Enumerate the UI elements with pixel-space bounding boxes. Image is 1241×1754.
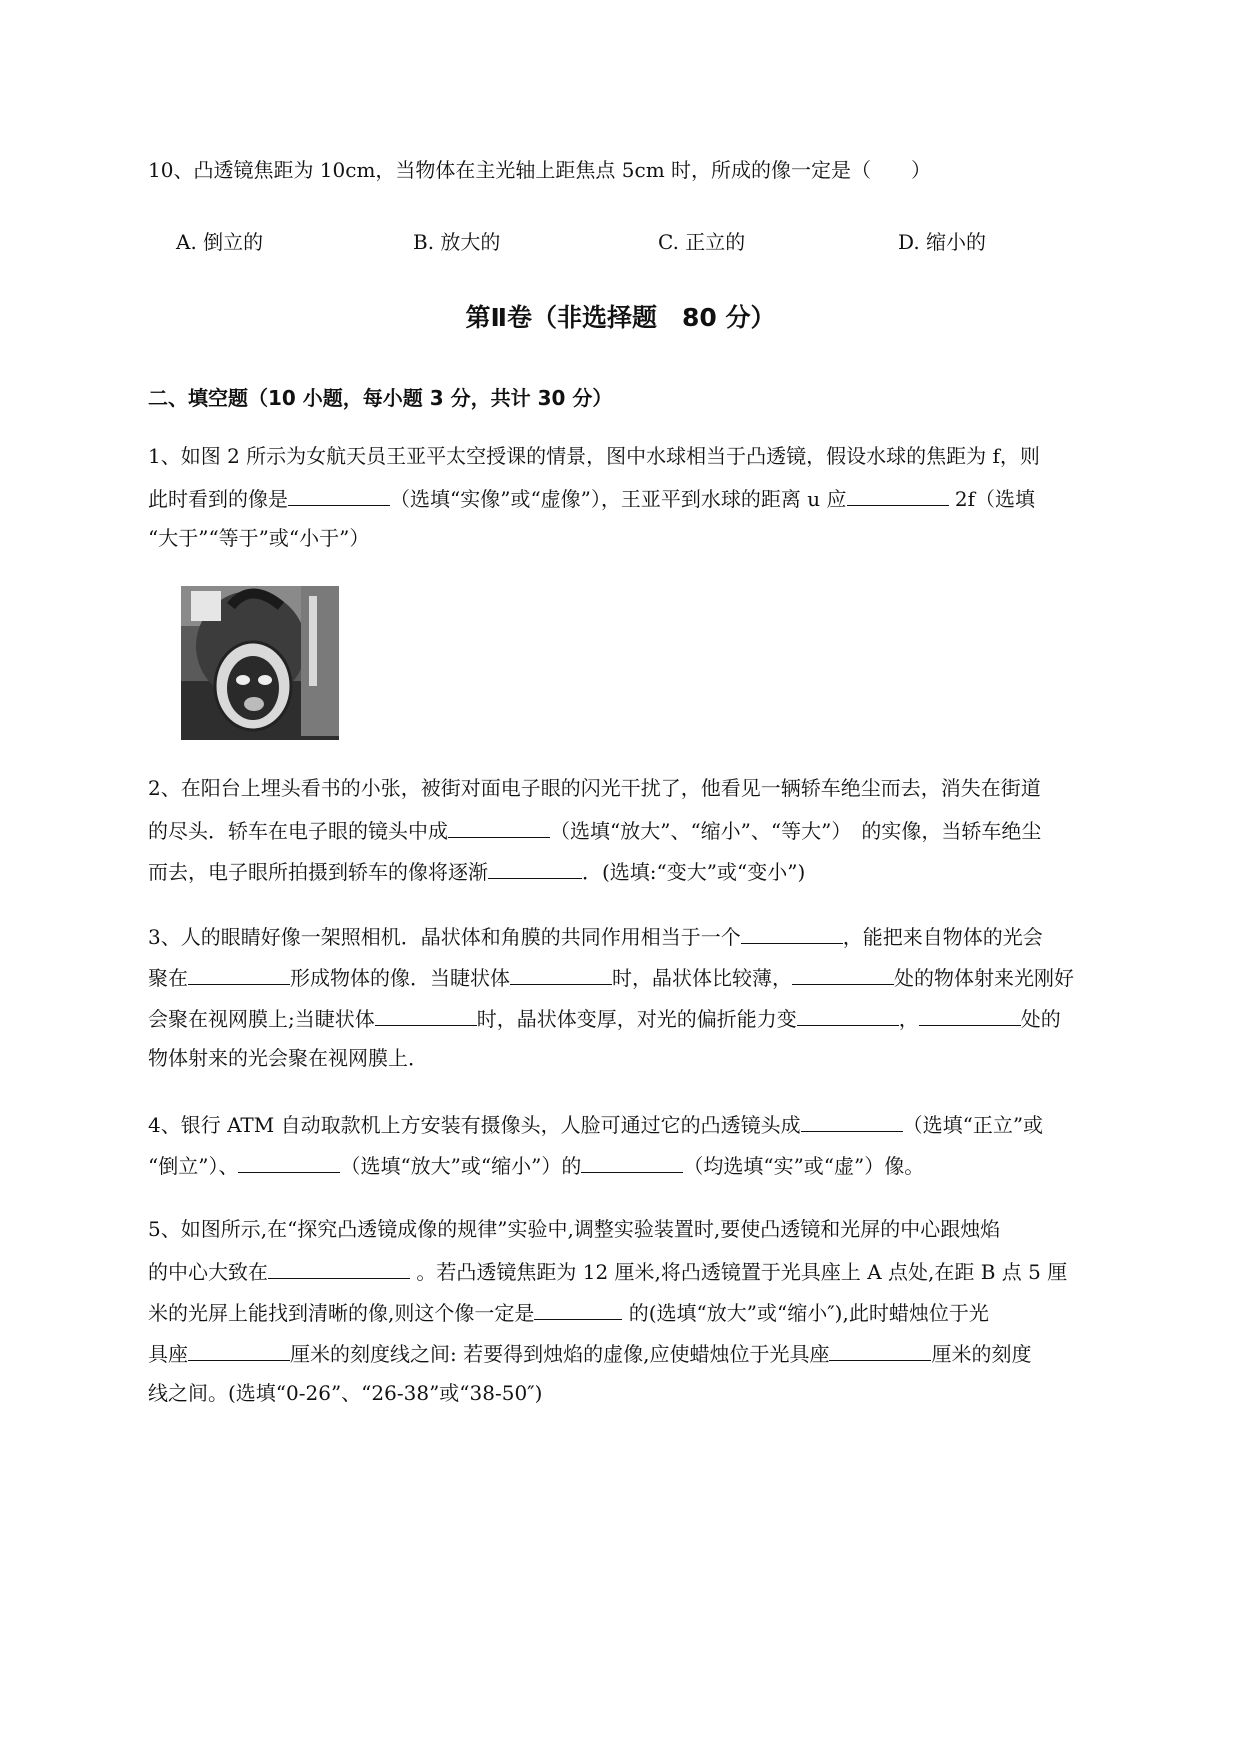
- q1-text: 此时看到的像是: [148, 487, 288, 511]
- q10-option-c: C. 正立的: [658, 230, 746, 254]
- answer-blank[interactable]: [581, 1154, 683, 1173]
- q3-line-4: 物体射来的光会聚在视网膜上．: [148, 1046, 428, 1070]
- part2-title: 第Ⅱ卷（非选择题 80 分）: [465, 303, 776, 332]
- q3-text: ，: [898, 1007, 919, 1031]
- answer-blank[interactable]: [829, 1342, 931, 1361]
- q3-text: 聚在: [148, 966, 188, 990]
- q4-line-2: [148, 1154, 924, 1176]
- q3-text: 形成物体的像．当睫状体: [290, 966, 510, 990]
- q5-text: 厘米的刻度线之间: 若要得到烛焰的虚像,应使蜡烛位于光具座: [290, 1342, 830, 1366]
- answer-blank[interactable]: [238, 1154, 340, 1173]
- answer-blank[interactable]: [801, 1113, 903, 1132]
- q5-text: 。若凸透镜焦距为 12 厘米,将凸透镜置于光具座上 A 点处,在距 B 点 5 厘: [410, 1260, 1068, 1284]
- answer-blank[interactable]: [488, 860, 582, 879]
- q5-text: 的中心大致在: [148, 1260, 268, 1284]
- q2-text: ．(选填:“变大”或“变小”): [582, 860, 806, 884]
- q2-text: （选填“放大”、“缩小”、“等大”） 的实像，当轿车绝尘: [550, 819, 1042, 843]
- q2-line-2: [148, 819, 1041, 841]
- q2-text: 的尽头．轿车在电子眼的镜头中成: [148, 819, 448, 843]
- answer-blank[interactable]: [188, 966, 290, 985]
- q4-text: （均选填“实”或“虚”）像。: [683, 1154, 925, 1178]
- q2-line-1: 2、在阳台上埋头看书的小张，被街对面电子眼的闪光干扰了，他看见一辆轿车绝尘而去，消失在街道: [148, 776, 1041, 800]
- answer-blank[interactable]: [510, 966, 612, 985]
- q5-text: 具座: [148, 1342, 188, 1366]
- q4-text: （选填“放大”或“缩小”）的: [340, 1154, 582, 1178]
- q5-text: 厘米的刻度: [931, 1342, 1032, 1366]
- q10-option-b: B. 放大的: [413, 230, 501, 254]
- q10-stem: 10、凸透镜焦距为 10cm，当物体在主光轴上距焦点 5cm 时，所成的像一定是（ ）: [148, 158, 932, 182]
- q10-option-a: A. 倒立的: [176, 230, 264, 254]
- answer-blank[interactable]: [288, 487, 390, 506]
- q5-line-2: [148, 1260, 1067, 1282]
- answer-blank[interactable]: [448, 819, 550, 838]
- q3-text: 3、人的眼睛好像一架照相机．晶状体和角膜的共同作用相当于一个: [148, 925, 741, 949]
- q3-text: 时，晶状体比较薄，: [612, 966, 792, 990]
- answer-blank[interactable]: [268, 1260, 410, 1279]
- q5-line-4: [148, 1342, 1031, 1364]
- answer-blank[interactable]: [534, 1301, 622, 1320]
- q3-text: ，能把来自物体的光会: [842, 925, 1043, 949]
- q3-text: 处的物体射来光刚好: [894, 966, 1074, 990]
- q4-text: 4、银行 ATM 自动取款机上方安装有摄像头，人脸可通过它的凸透镜头成: [148, 1113, 801, 1137]
- q2-line-3: [148, 860, 805, 882]
- answer-blank[interactable]: [792, 966, 894, 985]
- q3-line-2: [148, 966, 1074, 988]
- q5-line-3: [148, 1301, 989, 1323]
- q5-text: 的(选填“放大”或“缩小″),此时蜡烛位于光: [622, 1301, 989, 1325]
- q1-line-2: [148, 487, 1035, 509]
- q3-text: 处的: [1020, 1007, 1061, 1031]
- q3-line-3: [148, 1007, 1061, 1029]
- q4-text: “倒立”）、: [148, 1154, 239, 1178]
- section-heading: 二、填空题（10 小题，每小题 3 分，共计 30 分）: [148, 386, 613, 410]
- q5-line-5: 线之间。(选填“0-26”、“26-38”或“38-50″): [148, 1381, 543, 1405]
- q4-line-1: [148, 1113, 1043, 1135]
- q2-text: 而去，电子眼所拍摄到轿车的像将逐渐: [148, 860, 488, 884]
- q5-text: 米的光屏上能找到清晰的像,则这个像一定是: [148, 1301, 535, 1325]
- q3-text: 会聚在视网膜上;当睫状体: [148, 1007, 375, 1031]
- answer-blank[interactable]: [919, 1007, 1021, 1026]
- q4-text: （选填“正立”或: [902, 1113, 1044, 1137]
- answer-blank[interactable]: [188, 1342, 290, 1361]
- q1-text: 2f（选填: [948, 487, 1035, 511]
- answer-blank[interactable]: [847, 487, 949, 506]
- q3-line-1: [148, 925, 1043, 947]
- q1-text: （选填“实像”或“虚像”），王亚平到水球的距离 u 应: [390, 487, 847, 511]
- q3-text: 时，晶状体变厚，对光的偏折能力变: [476, 1007, 797, 1031]
- q10-option-d: D. 缩小的: [898, 230, 987, 254]
- q1-line-1: 1、如图 2 所示为女航天员王亚平太空授课的情景，图中水球相当于凸透镜，假设水球的焦距为 f，则: [148, 444, 1040, 468]
- answer-blank[interactable]: [797, 1007, 899, 1026]
- answer-blank[interactable]: [741, 925, 843, 944]
- q1-line-3: “大于”“等于”或“小于”）: [148, 526, 370, 550]
- answer-blank[interactable]: [375, 1007, 477, 1026]
- q5-line-1: 5、如图所示,在“探究凸透镜成像的规律”实验中,调整实验装置时,要使凸透镜和光屏的中心跟烛焰: [148, 1217, 1001, 1241]
- astronaut-water-ball-photo: [181, 586, 339, 740]
